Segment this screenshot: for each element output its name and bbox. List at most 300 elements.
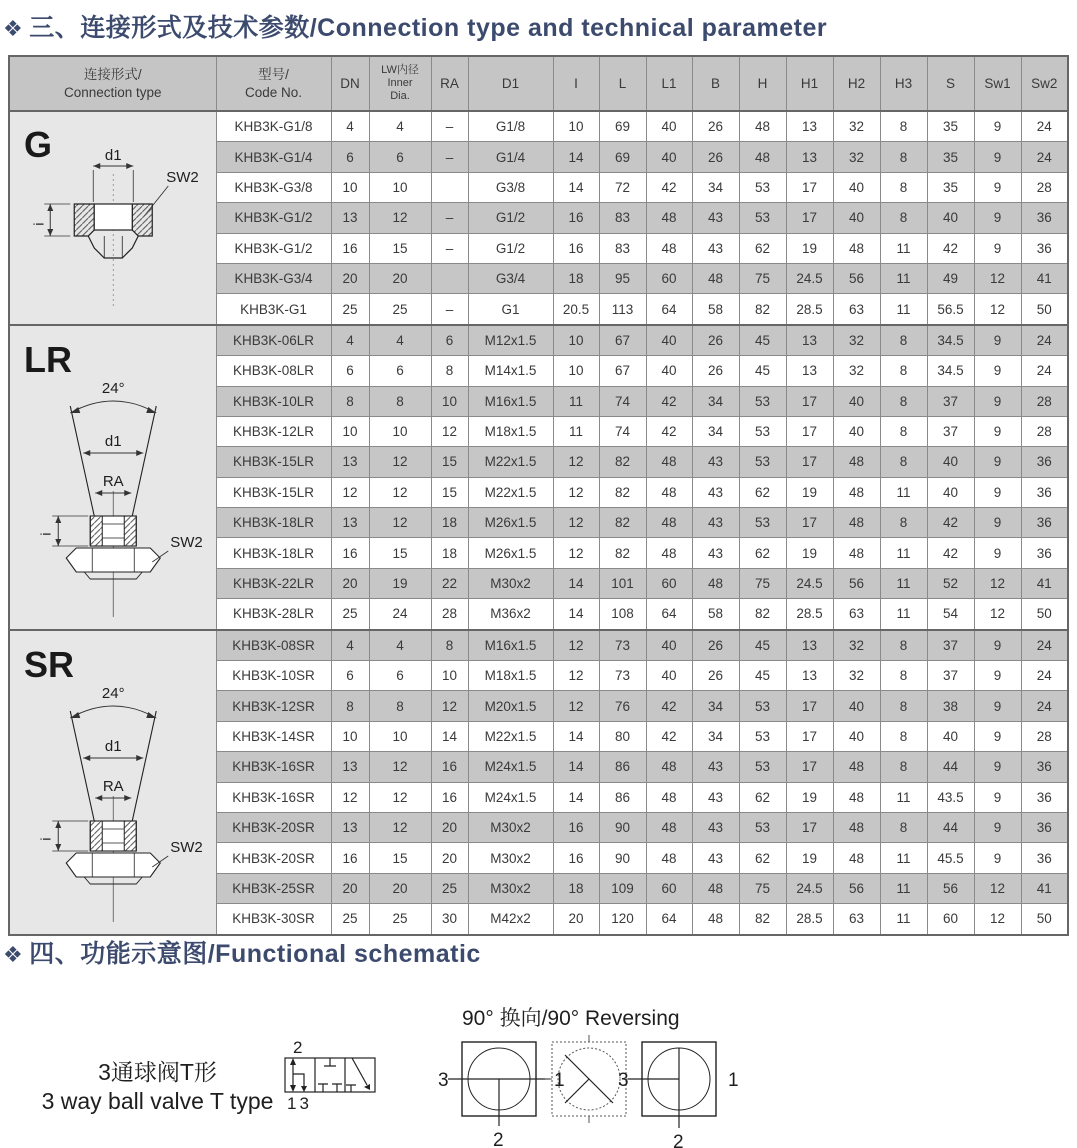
value-cell: 8: [880, 630, 927, 661]
value-cell: 50: [1021, 294, 1068, 325]
value-cell: 48: [692, 263, 739, 293]
code-cell: KHB3K-30SR: [216, 904, 331, 935]
value-cell: –: [431, 111, 468, 142]
code-cell: KHB3K-G1/4: [216, 142, 331, 172]
value-cell: M30x2: [468, 568, 553, 598]
value-cell: 20: [369, 873, 431, 903]
value-cell: 12: [974, 873, 1021, 903]
value-cell: 40: [927, 203, 974, 233]
value-cell: 34.5: [927, 356, 974, 386]
value-cell: 12: [369, 782, 431, 812]
value-cell: M20x1.5: [468, 691, 553, 721]
value-cell: 18: [431, 538, 468, 568]
code-cell: KHB3K-16SR: [216, 752, 331, 782]
value-cell: 17: [786, 721, 833, 751]
value-cell: M26x1.5: [468, 508, 553, 538]
value-cell: 28: [1021, 721, 1068, 751]
value-cell: 9: [974, 416, 1021, 446]
table-row: [9, 111, 1068, 142]
value-cell: 16: [553, 203, 599, 233]
value-cell: 13: [786, 661, 833, 691]
column-header: I: [553, 56, 599, 111]
column-header: S: [927, 56, 974, 111]
svg-text:2: 2: [293, 1040, 303, 1057]
value-cell: 48: [833, 447, 880, 477]
value-cell: 20: [331, 873, 369, 903]
value-cell: 12: [369, 477, 431, 507]
value-cell: 49: [927, 263, 974, 293]
value-cell: 36: [1021, 782, 1068, 812]
value-cell: 18: [431, 508, 468, 538]
value-cell: M30x2: [468, 812, 553, 842]
g-section-diagram: [10, 116, 216, 320]
value-cell: 12: [974, 904, 1021, 935]
value-cell: 8: [331, 691, 369, 721]
value-cell: 62: [739, 233, 786, 263]
value-cell: 35: [927, 172, 974, 202]
value-cell: 86: [599, 752, 646, 782]
value-cell: 18: [553, 263, 599, 293]
column-header: H: [739, 56, 786, 111]
value-cell: 13: [786, 325, 833, 356]
svg-text:24°: 24°: [101, 380, 125, 398]
value-cell: –: [431, 142, 468, 172]
value-cell: 8: [880, 416, 927, 446]
value-cell: 90: [599, 812, 646, 842]
value-cell: 25: [331, 599, 369, 630]
value-cell: 28: [1021, 386, 1068, 416]
column-header: D1: [468, 56, 553, 111]
value-cell: 14: [553, 142, 599, 172]
value-cell: 41: [1021, 263, 1068, 293]
svg-text:24°: 24°: [101, 685, 125, 703]
value-cell: M16x1.5: [468, 630, 553, 661]
value-cell: 8: [880, 172, 927, 202]
value-cell: 12: [369, 508, 431, 538]
value-cell: 14: [553, 721, 599, 751]
value-cell: 16: [431, 752, 468, 782]
value-cell: 11: [880, 599, 927, 630]
value-cell: 18: [553, 873, 599, 903]
value-cell: 53: [739, 812, 786, 842]
value-cell: 58: [692, 294, 739, 325]
value-cell: 28: [431, 599, 468, 630]
value-cell: 30: [431, 904, 468, 935]
value-cell: 13: [786, 111, 833, 142]
table-body: [9, 111, 1068, 935]
value-cell: 8: [880, 356, 927, 386]
value-cell: M30x2: [468, 873, 553, 903]
value-cell: 14: [553, 599, 599, 630]
value-cell: 13: [786, 356, 833, 386]
value-cell: 82: [739, 599, 786, 630]
value-cell: M12x1.5: [468, 325, 553, 356]
column-header: DN: [331, 56, 369, 111]
code-cell: KHB3K-08SR: [216, 630, 331, 661]
value-cell: 43: [692, 538, 739, 568]
value-cell: 12: [974, 294, 1021, 325]
value-cell: 40: [833, 416, 880, 446]
value-cell: 11: [880, 538, 927, 568]
value-cell: 4: [369, 630, 431, 661]
value-cell: 75: [739, 873, 786, 903]
column-header: L: [599, 56, 646, 111]
value-cell: 32: [833, 630, 880, 661]
value-cell: [431, 263, 468, 293]
svg-text:d1: d1: [104, 433, 122, 451]
code-cell: KHB3K-12SR: [216, 691, 331, 721]
value-cell: 35: [927, 142, 974, 172]
value-cell: 20: [553, 904, 599, 935]
value-cell: 12: [553, 661, 599, 691]
value-cell: 40: [646, 661, 692, 691]
value-cell: 15: [431, 447, 468, 477]
value-cell: 34: [692, 721, 739, 751]
value-cell: 11: [880, 477, 927, 507]
value-cell: 35: [927, 111, 974, 142]
value-cell: 4: [331, 325, 369, 356]
value-cell: 25: [369, 904, 431, 935]
value-cell: 20: [331, 568, 369, 598]
value-cell: 120: [599, 904, 646, 935]
value-cell: 12: [553, 630, 599, 661]
value-cell: 28: [1021, 172, 1068, 202]
value-cell: 10: [431, 661, 468, 691]
value-cell: 16: [431, 782, 468, 812]
value-cell: 45: [739, 356, 786, 386]
value-cell: 16: [553, 843, 599, 873]
value-cell: 53: [739, 508, 786, 538]
value-cell: 32: [833, 661, 880, 691]
value-cell: 86: [599, 782, 646, 812]
value-cell: 25: [331, 904, 369, 935]
code-cell: KHB3K-14SR: [216, 721, 331, 751]
value-cell: 9: [974, 447, 1021, 477]
value-cell: 50: [1021, 599, 1068, 630]
value-cell: 36: [1021, 447, 1068, 477]
value-cell: 82: [599, 538, 646, 568]
value-cell: 74: [599, 386, 646, 416]
value-cell: 48: [739, 111, 786, 142]
value-cell: 40: [927, 477, 974, 507]
value-cell: M18x1.5: [468, 416, 553, 446]
value-cell: 48: [692, 873, 739, 903]
value-cell: M22x1.5: [468, 721, 553, 751]
value-cell: –: [431, 233, 468, 263]
value-cell: 48: [646, 447, 692, 477]
value-cell: 8: [880, 447, 927, 477]
value-cell: 41: [1021, 568, 1068, 598]
value-cell: 24.5: [786, 263, 833, 293]
value-cell: 14: [553, 782, 599, 812]
value-cell: 9: [974, 386, 1021, 416]
value-cell: 8: [880, 111, 927, 142]
value-cell: 24: [1021, 630, 1068, 661]
value-cell: 60: [646, 873, 692, 903]
value-cell: 12: [369, 812, 431, 842]
value-cell: 48: [646, 752, 692, 782]
value-cell: 40: [646, 142, 692, 172]
value-cell: 9: [974, 538, 1021, 568]
value-cell: 34.5: [927, 325, 974, 356]
value-cell: 24: [1021, 325, 1068, 356]
reversing-diagrams-icon: [436, 1028, 746, 1148]
code-cell: KHB3K-08LR: [216, 356, 331, 386]
value-cell: 26: [692, 630, 739, 661]
value-cell: 25: [369, 294, 431, 325]
value-cell: 56: [833, 873, 880, 903]
value-cell: 40: [833, 721, 880, 751]
column-header: H1: [786, 56, 833, 111]
value-cell: 19: [786, 538, 833, 568]
code-cell: KHB3K-25SR: [216, 873, 331, 903]
value-cell: 10: [553, 356, 599, 386]
value-cell: M26x1.5: [468, 538, 553, 568]
value-cell: 9: [974, 325, 1021, 356]
value-cell: M30x2: [468, 843, 553, 873]
value-cell: 80: [599, 721, 646, 751]
value-cell: 40: [833, 203, 880, 233]
value-cell: 34: [692, 416, 739, 446]
value-cell: 16: [331, 233, 369, 263]
value-cell: 12: [553, 691, 599, 721]
value-cell: 75: [739, 263, 786, 293]
value-cell: 12: [553, 538, 599, 568]
value-cell: 28.5: [786, 599, 833, 630]
value-cell: 6: [369, 661, 431, 691]
value-cell: 11: [880, 904, 927, 935]
value-cell: 95: [599, 263, 646, 293]
value-cell: 10: [369, 172, 431, 202]
value-cell: 58: [692, 599, 739, 630]
value-cell: 12: [369, 752, 431, 782]
value-cell: 34: [692, 386, 739, 416]
value-cell: M24x1.5: [468, 752, 553, 782]
value-cell: 53: [739, 203, 786, 233]
section-heading-connection: [3, 8, 827, 44]
value-cell: 83: [599, 203, 646, 233]
value-cell: 43: [692, 203, 739, 233]
value-cell: 48: [833, 508, 880, 538]
svg-text:3: 3: [438, 1070, 449, 1091]
value-cell: 63: [833, 904, 880, 935]
value-cell: 37: [927, 630, 974, 661]
code-cell: KHB3K-G1/2: [216, 203, 331, 233]
value-cell: 45.5: [927, 843, 974, 873]
value-cell: 12: [974, 568, 1021, 598]
value-cell: 15: [369, 843, 431, 873]
svg-text:1: 1: [554, 1070, 565, 1091]
value-cell: 101: [599, 568, 646, 598]
value-cell: 15: [431, 477, 468, 507]
value-cell: 10: [553, 111, 599, 142]
value-cell: 45: [739, 661, 786, 691]
table-row: [9, 630, 1068, 661]
value-cell: 42: [927, 538, 974, 568]
value-cell: 11: [553, 416, 599, 446]
code-cell: KHB3K-G3/4: [216, 263, 331, 293]
code-cell: KHB3K-28LR: [216, 599, 331, 630]
value-cell: 12: [553, 508, 599, 538]
value-cell: 10: [331, 172, 369, 202]
value-cell: 9: [974, 782, 1021, 812]
value-cell: 22: [431, 568, 468, 598]
value-cell: 76: [599, 691, 646, 721]
value-cell: 16: [553, 812, 599, 842]
value-cell: 26: [692, 111, 739, 142]
value-cell: 12: [369, 203, 431, 233]
value-cell: 9: [974, 203, 1021, 233]
valve-caption-cn: 3通球阀T形: [98, 1059, 217, 1085]
value-cell: 9: [974, 630, 1021, 661]
value-cell: 11: [880, 294, 927, 325]
value-cell: 56: [833, 568, 880, 598]
column-header: L1: [646, 56, 692, 111]
value-cell: 4: [331, 630, 369, 661]
value-cell: 9: [974, 812, 1021, 842]
value-cell: 12: [974, 599, 1021, 630]
value-cell: 19: [786, 477, 833, 507]
value-cell: 10: [369, 416, 431, 446]
value-cell: –: [431, 203, 468, 233]
value-cell: 8: [431, 356, 468, 386]
value-cell: 25: [431, 873, 468, 903]
value-cell: 6: [431, 325, 468, 356]
value-cell: 20: [431, 812, 468, 842]
value-cell: 24: [1021, 111, 1068, 142]
value-cell: 43: [692, 447, 739, 477]
value-cell: 11: [880, 263, 927, 293]
value-cell: 13: [786, 142, 833, 172]
value-cell: 48: [739, 142, 786, 172]
value-cell: 62: [739, 843, 786, 873]
code-cell: KHB3K-22LR: [216, 568, 331, 598]
value-cell: 20: [369, 263, 431, 293]
value-cell: 44: [927, 752, 974, 782]
code-cell: KHB3K-06LR: [216, 325, 331, 356]
svg-text:i: i: [30, 222, 47, 226]
parameter-table: [8, 55, 1069, 936]
value-cell: 83: [599, 233, 646, 263]
column-header: RA: [431, 56, 468, 111]
value-cell: 8: [880, 142, 927, 172]
value-cell: M22x1.5: [468, 447, 553, 477]
value-cell: 43.5: [927, 782, 974, 812]
code-cell: KHB3K-G1/8: [216, 111, 331, 142]
value-cell: 19: [786, 843, 833, 873]
value-cell: 42: [927, 508, 974, 538]
code-cell: KHB3K-10LR: [216, 386, 331, 416]
value-cell: 28: [1021, 416, 1068, 446]
value-cell: 60: [927, 904, 974, 935]
code-cell: KHB3K-15LR: [216, 477, 331, 507]
value-cell: 52: [927, 568, 974, 598]
value-cell: 73: [599, 661, 646, 691]
column-header: 连接形式/ Connection type: [9, 56, 216, 111]
value-cell: [431, 172, 468, 202]
value-cell: 24: [369, 599, 431, 630]
section-label-lr: LR: [24, 339, 72, 381]
value-cell: 8: [880, 386, 927, 416]
value-cell: 82: [739, 294, 786, 325]
value-cell: 53: [739, 447, 786, 477]
section-heading-connection-text: 三、连接形式及技术参数/Connection type and technical parameter: [29, 14, 828, 42]
diamond-icon: ❖: [3, 16, 24, 41]
value-cell: 17: [786, 812, 833, 842]
valve-caption: [30, 1058, 285, 1116]
reversing-title: 90° 换向/90° Reversing: [462, 1007, 680, 1030]
value-cell: G1/2: [468, 203, 553, 233]
value-cell: 62: [739, 782, 786, 812]
value-cell: 20: [331, 263, 369, 293]
svg-text:RA: RA: [102, 778, 124, 796]
value-cell: 13: [331, 508, 369, 538]
value-cell: 17: [786, 172, 833, 202]
value-cell: 8: [880, 203, 927, 233]
valve-symbol-icon: [283, 1040, 383, 1118]
value-cell: 67: [599, 325, 646, 356]
value-cell: 60: [646, 263, 692, 293]
svg-text:SW2: SW2: [170, 534, 203, 552]
value-cell: 8: [880, 752, 927, 782]
code-cell: KHB3K-18LR: [216, 508, 331, 538]
value-cell: 14: [553, 752, 599, 782]
value-cell: 48: [646, 843, 692, 873]
value-cell: 24: [1021, 356, 1068, 386]
value-cell: 63: [833, 294, 880, 325]
value-cell: 36: [1021, 752, 1068, 782]
value-cell: 8: [880, 508, 927, 538]
value-cell: 36: [1021, 508, 1068, 538]
value-cell: 9: [974, 691, 1021, 721]
value-cell: 11: [880, 233, 927, 263]
value-cell: 17: [786, 508, 833, 538]
value-cell: 15: [369, 233, 431, 263]
section-label-sr: SR: [24, 644, 75, 686]
value-cell: 9: [974, 477, 1021, 507]
value-cell: 17: [786, 447, 833, 477]
value-cell: 32: [833, 111, 880, 142]
value-cell: 56.5: [927, 294, 974, 325]
value-cell: 42: [646, 721, 692, 751]
table-header-row: [9, 56, 1068, 111]
value-cell: G3/4: [468, 263, 553, 293]
value-cell: 32: [833, 325, 880, 356]
value-cell: 11: [553, 386, 599, 416]
value-cell: 32: [833, 356, 880, 386]
value-cell: 6: [331, 356, 369, 386]
value-cell: 9: [974, 661, 1021, 691]
ball-position-2: [618, 1042, 739, 1148]
value-cell: 11: [880, 568, 927, 598]
value-cell: 6: [369, 142, 431, 172]
value-cell: 14: [553, 172, 599, 202]
value-cell: 13: [331, 447, 369, 477]
value-cell: 10: [553, 325, 599, 356]
value-cell: 42: [927, 233, 974, 263]
value-cell: 4: [369, 111, 431, 142]
value-cell: M22x1.5: [468, 477, 553, 507]
diamond-icon: ❖: [3, 942, 24, 967]
value-cell: 108: [599, 599, 646, 630]
value-cell: 48: [833, 538, 880, 568]
value-cell: 6: [331, 142, 369, 172]
value-cell: 8: [880, 691, 927, 721]
column-header: B: [692, 56, 739, 111]
lr-port-drawing-icon: [10, 331, 216, 623]
value-cell: 40: [646, 111, 692, 142]
value-cell: 10: [431, 386, 468, 416]
